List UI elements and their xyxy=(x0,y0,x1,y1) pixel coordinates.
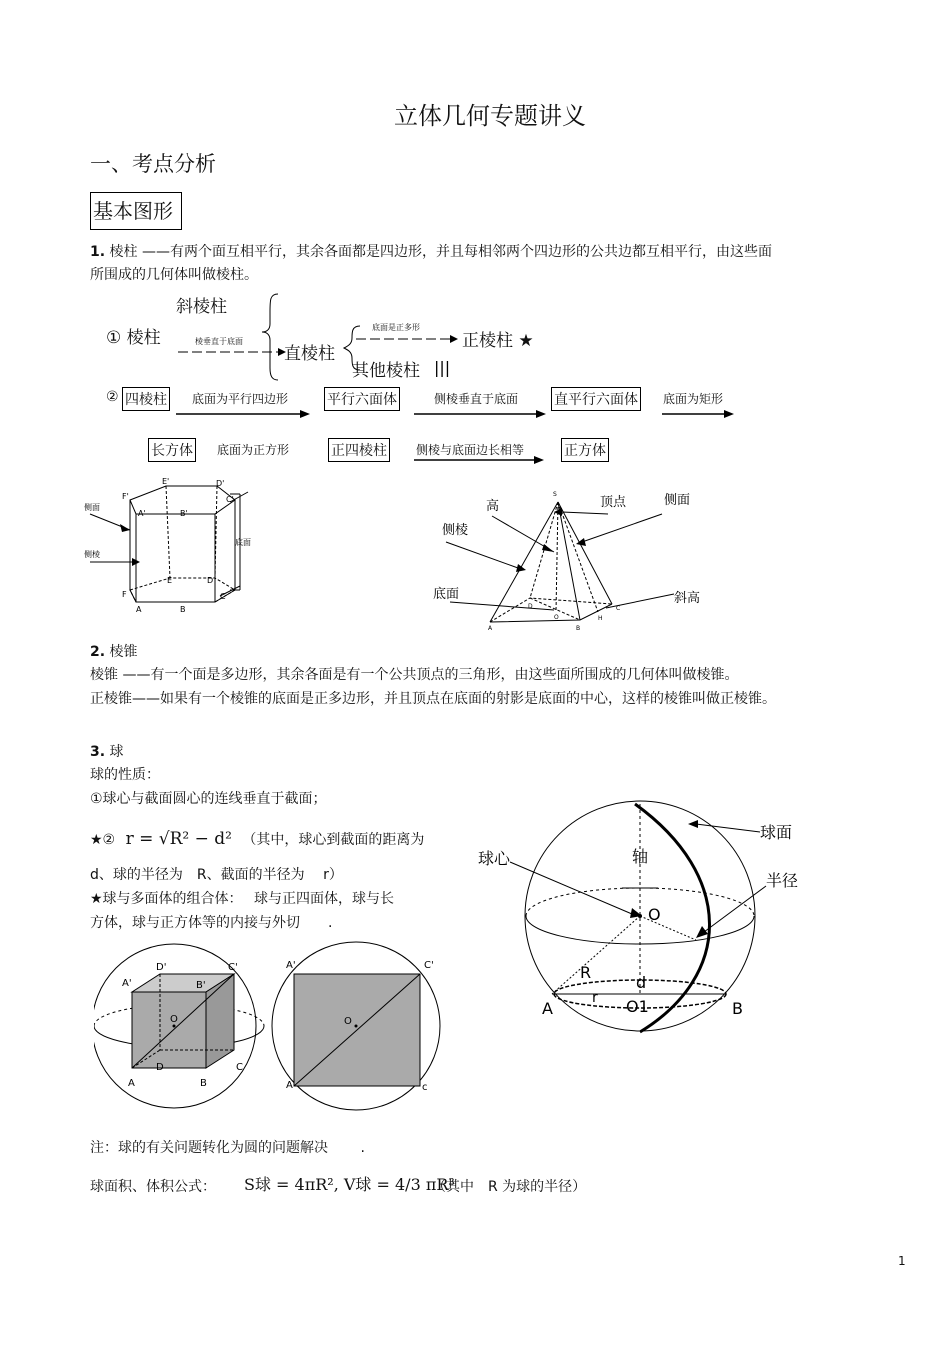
tree-other: 其他棱柱 xyxy=(352,361,420,381)
cone-line2: 正棱锥——如果有一个棱锥的底面是正多边形，并且顶点在底面的射影是底面的中心，这样的棱锥叫做正棱锥。 xyxy=(90,691,776,707)
sphere-p3-line1: ★球与多面体的组合体： 球与正四面体，球与长 xyxy=(90,891,394,907)
label-base: 底面 xyxy=(235,538,251,547)
tree-cond1: 棱垂直于底面 xyxy=(195,337,243,346)
svg-text:F': F' xyxy=(122,492,129,501)
tree-root-label: 棱柱 xyxy=(126,328,161,348)
tree-right: 直棱柱 xyxy=(284,344,335,364)
svg-text:B': B' xyxy=(180,509,188,518)
sphere-p2: ★② r = √R² − d² （其中，球心到截面的距离为 xyxy=(90,829,425,849)
chain-cond-2: 侧棱垂直于底面 xyxy=(434,392,519,406)
chain-cond-4: 底面为正方形 xyxy=(217,443,290,457)
section-heading: 一、考点分析 xyxy=(90,152,216,176)
svg-text:O: O xyxy=(170,1014,178,1025)
svg-text:B: B xyxy=(200,1078,207,1089)
chain-marker: ② xyxy=(106,389,119,405)
svg-text:C': C' xyxy=(226,495,234,504)
svg-text:H: H xyxy=(598,615,603,622)
sphere-note: 注：球的有关问题转化为圆的问题解决 . xyxy=(90,1140,365,1156)
chain-cond-3: 底面为矩形 xyxy=(663,392,724,406)
chain-cond-5: 侧棱与底面边长相等 xyxy=(416,443,525,457)
svg-text:D': D' xyxy=(216,479,225,488)
tree-cond2: 底面是正多形 xyxy=(372,323,420,332)
svg-text:A: A xyxy=(286,1080,293,1091)
svg-text:D: D xyxy=(207,576,214,585)
area-volume-formula: S球 = 4πR², V球 = 4/3 πR³ xyxy=(244,1175,455,1194)
svg-text:d: d xyxy=(636,973,647,992)
chain-box-1: 四棱柱 xyxy=(122,387,170,411)
svg-text:F: F xyxy=(122,590,127,599)
svg-text:C': C' xyxy=(424,960,434,971)
page-number: 1 xyxy=(898,1254,906,1268)
svg-text:B: B xyxy=(576,625,581,632)
hexagonal-prism-figure xyxy=(80,474,290,622)
svg-text:C: C xyxy=(616,605,621,612)
formula-label: 球面积、体积公式： xyxy=(90,1179,216,1195)
boxed-heading: 基本图形 xyxy=(90,192,182,230)
chain-box-2: 平行六面体 xyxy=(324,387,400,411)
svg-text:O1: O1 xyxy=(626,997,649,1016)
label-sphere-surface: 球面 xyxy=(760,823,793,842)
sphere-heading: 3. 球 xyxy=(90,744,124,760)
svg-text:A: A xyxy=(136,605,142,614)
svg-text:C: C xyxy=(220,592,226,601)
svg-text:O: O xyxy=(648,905,661,924)
formula-r: r = √R² − d² xyxy=(125,829,232,849)
label-base: 底面 xyxy=(433,587,460,602)
sphere-p1: ①球心与截面圆心的连线垂直于截面； xyxy=(90,791,327,807)
svg-text:D: D xyxy=(528,603,533,610)
label-side-edge: 侧棱 xyxy=(442,523,469,538)
svg-text:O: O xyxy=(554,614,559,621)
svg-text:r: r xyxy=(592,990,598,1006)
chain-box-6: 正方体 xyxy=(561,438,609,462)
label-height: 高 xyxy=(486,499,500,514)
svg-text:B: B xyxy=(732,999,743,1018)
chain-arrows xyxy=(0,400,760,470)
label-side-face: 侧面 xyxy=(664,493,691,508)
prism-num: 1. xyxy=(90,244,106,260)
svg-text:C': C' xyxy=(228,962,238,973)
prism-head: 棱柱 xyxy=(109,244,138,260)
svg-text:D': D' xyxy=(156,962,167,973)
brace-1 xyxy=(262,294,278,380)
svg-text:R: R xyxy=(580,963,592,982)
svg-text:A': A' xyxy=(286,960,296,971)
svg-text:A: A xyxy=(542,999,553,1018)
tree-regular xyxy=(462,326,534,351)
ellipsis-marks: ||| xyxy=(434,358,451,377)
label-radius: 半径 xyxy=(766,871,799,890)
svg-text:A': A' xyxy=(122,978,132,989)
svg-text:O: O xyxy=(344,1016,352,1027)
chain-cond-1: 底面为平行四边形 xyxy=(192,392,289,406)
chain-box-5: 正四棱柱 xyxy=(328,438,390,462)
page-title: 立体几何专题讲义 xyxy=(394,102,586,130)
label-axis: 轴 xyxy=(632,847,649,866)
label-side-face: 侧面 xyxy=(84,503,100,512)
svg-text:B': B' xyxy=(196,980,206,991)
svg-text:S: S xyxy=(553,491,557,498)
svg-text:E: E xyxy=(167,576,173,585)
sphere-p3-line2: 方体，球与正方体等的内接与外切 . xyxy=(90,915,333,931)
label-slant: 斜高 xyxy=(674,591,701,606)
svg-text:E': E' xyxy=(162,477,170,486)
sphere-p2-line2: d、球的半径为 R、截面的半径为 r） xyxy=(90,867,343,883)
sphere-props: 球的性质： xyxy=(90,767,160,783)
cone-heading: 2. 棱锥 xyxy=(90,644,138,660)
sphere-figure xyxy=(470,796,810,1046)
svg-text:D: D xyxy=(156,1062,164,1073)
prism-definition-line2: 所围成的几何体叫做棱柱。 xyxy=(90,267,258,283)
formula-note: （其中 R 为球的半径） xyxy=(432,1179,587,1195)
prism-def: ——有两个面互相平行，其余各面都是四边形，并且每相邻两个四边形的公共边都互相平行，由这些面 xyxy=(141,244,772,260)
chain-box-3: 直平行六面体 xyxy=(551,387,641,411)
chain-box-4: 长方体 xyxy=(148,438,196,462)
label-side-edge: 侧棱 xyxy=(84,550,100,559)
label-center: 球心 xyxy=(478,849,511,868)
tree-oblique: 斜棱柱 xyxy=(176,297,227,317)
svg-text:A': A' xyxy=(138,509,146,518)
cone-line1: 棱锥 ——有一个面是多边形，其余各面是有一个公共顶点的三角形，由这些面所围成的几何体叫做棱锥。 xyxy=(90,667,739,683)
tree-marker: ① xyxy=(106,328,122,348)
svg-text:A: A xyxy=(488,625,493,632)
svg-text:c: c xyxy=(422,1082,428,1093)
svg-text:C: C xyxy=(236,1062,243,1073)
tree-regular-label: 正棱柱 xyxy=(462,331,513,351)
label-apex: 顶点 xyxy=(600,495,627,510)
arrow-2-head xyxy=(450,335,458,343)
svg-text:B: B xyxy=(180,605,186,614)
tree-root xyxy=(106,323,161,348)
svg-text:A: A xyxy=(128,1078,135,1089)
cube-sphere-figure xyxy=(94,940,444,1118)
pyramid-figure xyxy=(430,486,730,636)
star-icon: ★ xyxy=(518,331,534,351)
prism-definition-line1 xyxy=(90,241,772,261)
